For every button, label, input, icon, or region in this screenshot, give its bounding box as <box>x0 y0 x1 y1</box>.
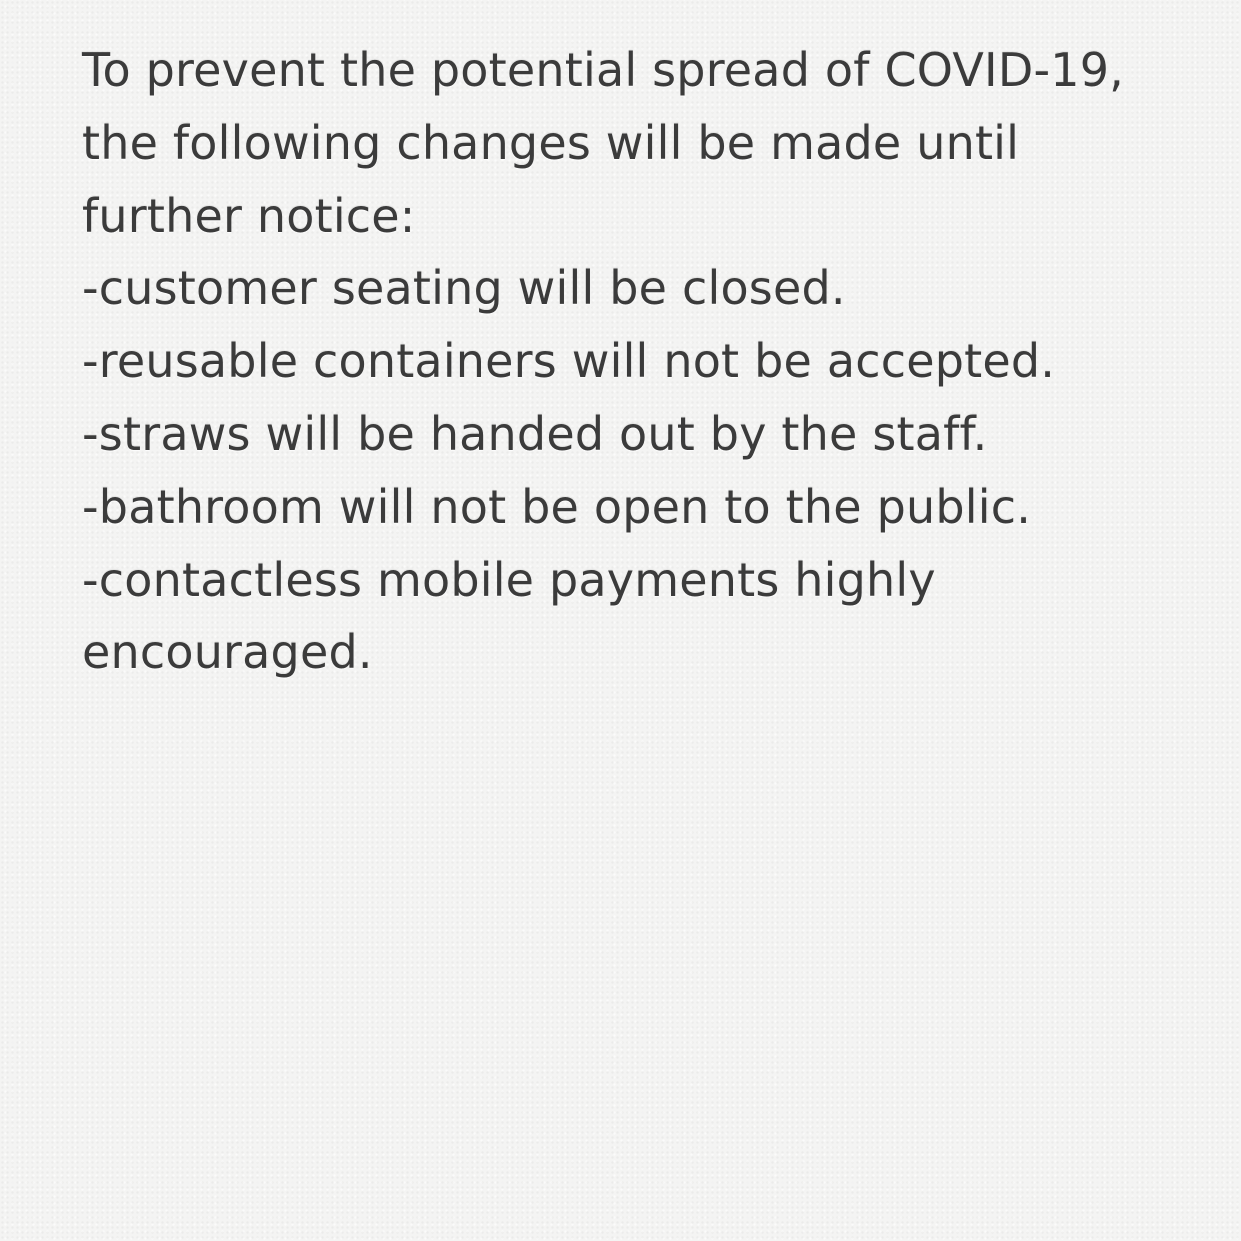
notice-item-straws: -straws will be handed out by the staff. <box>82 406 988 461</box>
notice-intro-line-2: the following changes will be made until <box>82 115 1020 170</box>
notice-item-containers: -reusable containers will not be accepted. <box>82 334 1056 389</box>
notice-item-payments-continued: encouraged. <box>82 625 373 680</box>
notice-intro-line-1: To prevent the potential spread of COVID-19, <box>82 43 1125 97</box>
notice-item-bathroom: -bathroom will not be open to the public. <box>82 479 1032 534</box>
notice-item-seating: -customer seating will be closed. <box>82 261 846 316</box>
notice-intro-line-3: further notice: <box>82 188 416 243</box>
notice-item-payments: -contactless mobile payments highly <box>82 552 936 607</box>
notice-text <box>82 34 1202 689</box>
